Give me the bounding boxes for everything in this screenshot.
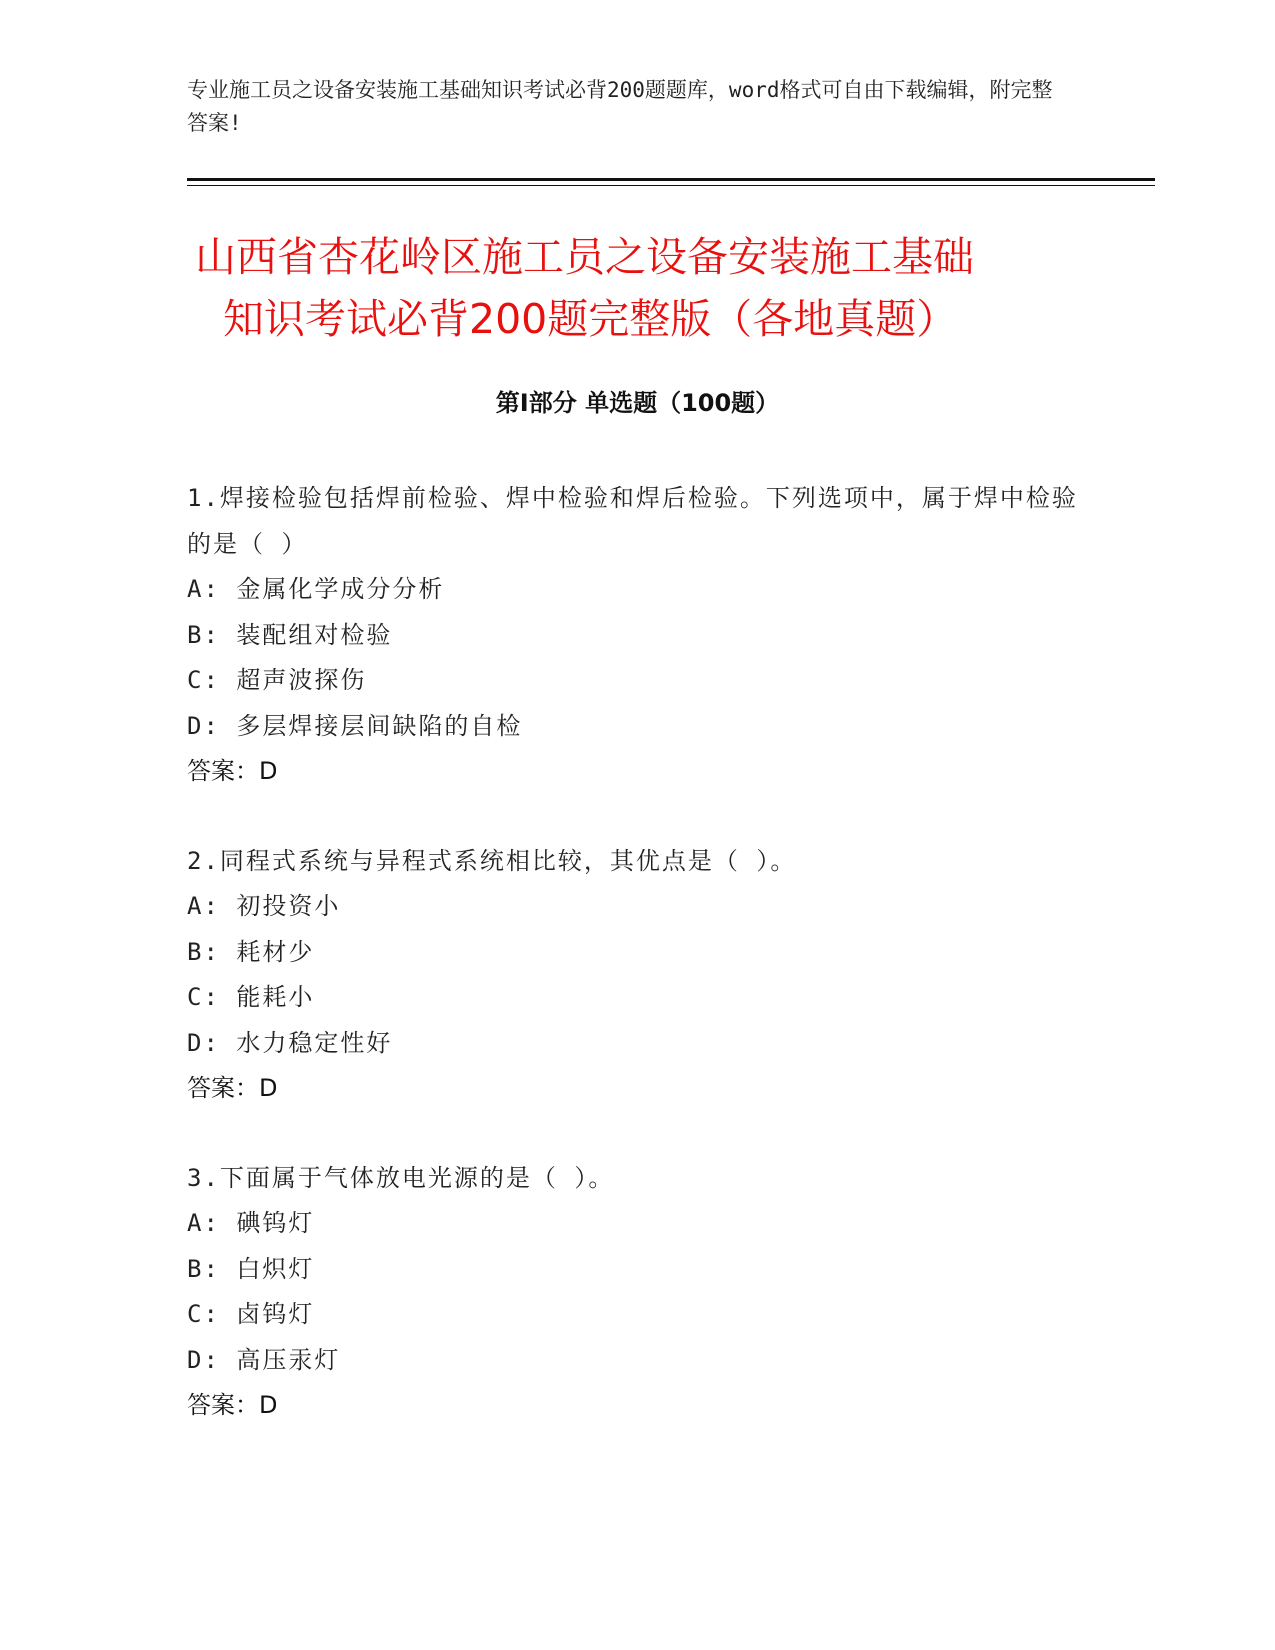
option-d: D: 高压汞灯: [187, 1345, 341, 1374]
header-rule-thin: [187, 185, 1155, 186]
header-note: 专业施工员之设备安装施工基础知识考试必背200题题库，word格式可自由下载编辑，附完整答案!: [187, 78, 1053, 135]
option-d: D: 多层焊接层间缺陷的自检: [187, 711, 523, 740]
title-line-2: 知识考试必背200题完整版（各地真题）: [223, 295, 958, 343]
question-2: [187, 839, 1087, 1112]
answer: 答案：D: [187, 757, 278, 785]
question-stem: 2.同程式系统与异程式系统相比较，其优点是（ ）。: [187, 846, 797, 875]
option-b: B: 耗材少: [187, 937, 315, 966]
option-c: C: 能耗小: [187, 983, 315, 1011]
question-stem: 1.焊接检验包括焊前检验、焊中检验和焊后检验。下列选项中，属于焊中检验的是（ ）: [187, 484, 1078, 558]
option-d: D: 水力稳定性好: [187, 1028, 393, 1057]
title-line-1: 山西省杏花岭区施工员之设备安装施工基础: [195, 233, 974, 281]
option-c: C: 超声波探伤: [187, 666, 367, 694]
option-b: B: 白炽灯: [187, 1254, 315, 1283]
header-rule-thick: [187, 178, 1155, 181]
question-3: [187, 1156, 1087, 1429]
option-a: A: 金属化学成分分析: [187, 575, 445, 603]
option-a: A: 碘钨灯: [187, 1209, 315, 1237]
question-list: [187, 476, 1087, 1473]
answer: 答案：D: [187, 1391, 278, 1419]
section-heading: 第Ⅰ部分 单选题（100题）: [495, 389, 780, 417]
document-title: [195, 226, 1095, 350]
question-stem: 3.下面属于气体放电光源的是（ ）。: [187, 1163, 615, 1192]
question-1: [187, 476, 1087, 795]
answer: 答案：D: [187, 1074, 278, 1102]
option-b: B: 装配组对检验: [187, 620, 393, 649]
option-c: C: 卤钨灯: [187, 1300, 315, 1328]
option-a: A: 初投资小: [187, 892, 341, 920]
